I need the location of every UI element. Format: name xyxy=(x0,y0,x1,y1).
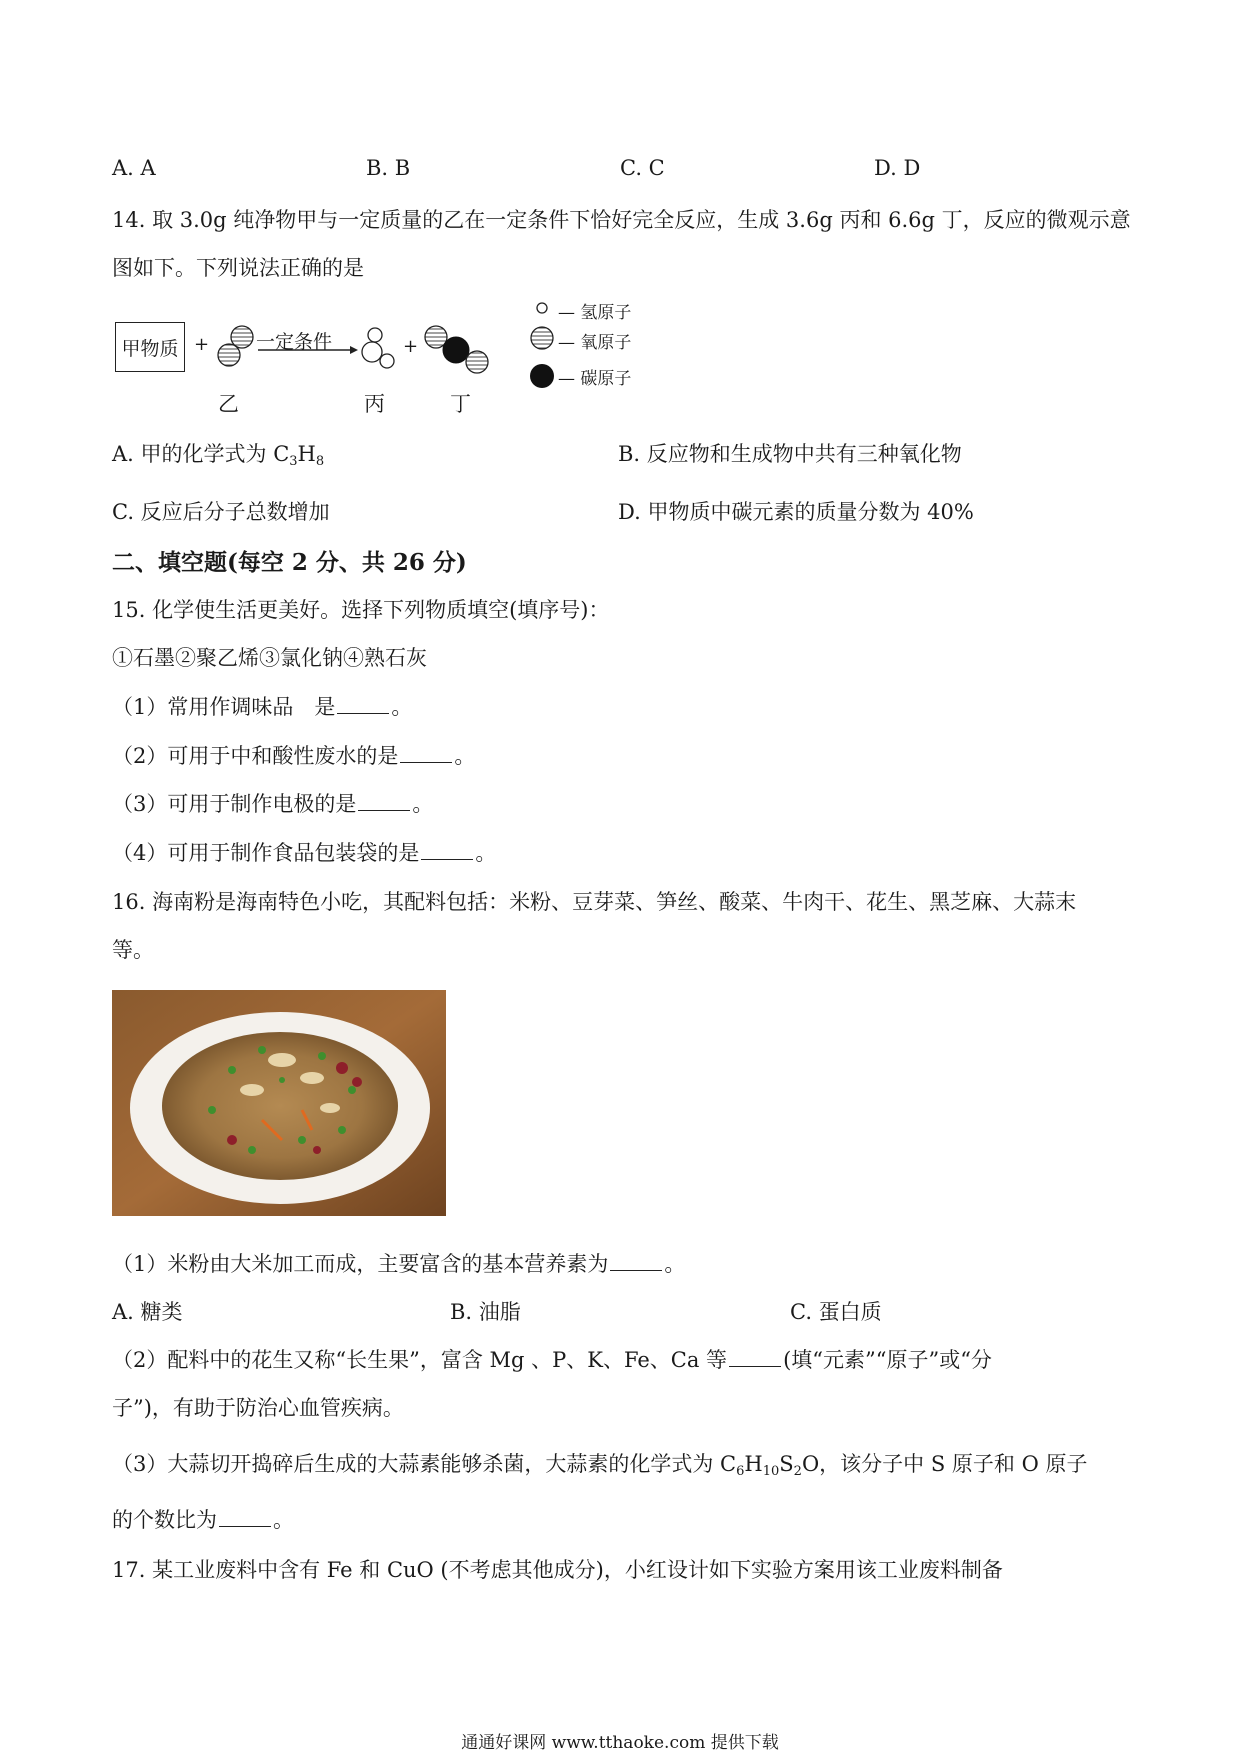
q14-stem-line1: 14. 取 3.0g 纯净物甲与一定质量的乙在一定条件下恰好完全反应，生成 3.6g 丙和 6.6g 丁，反应的微观示意 xyxy=(112,208,1131,232)
q15-stem: 15. 化学使生活更美好。选择下列物质填空(填序号)： xyxy=(112,598,610,622)
answer-blank[interactable] xyxy=(358,792,410,811)
water-molecule-bing xyxy=(362,328,394,368)
answer-blank[interactable] xyxy=(610,1252,662,1271)
q16-stem-line2: 等。 xyxy=(112,938,154,962)
q15-sub3: （3）可用于制作电极的是 。 xyxy=(112,792,434,816)
label-yi: 乙 xyxy=(218,392,239,416)
legend-carbon: — 碳原子 xyxy=(558,369,632,389)
answer-blank[interactable] xyxy=(219,1508,271,1527)
q15-sub4: （4）可用于制作食品包装袋的是 。 xyxy=(112,841,497,865)
reaction-condition: 一定条件 xyxy=(256,331,333,353)
q16-sub3-line1: （3）大蒜切开捣碎后生成的大蒜素能够杀菌，大蒜素的化学式为 $C_6H_{10}S_2O$，该分子中 S 原子和 O 原子 xyxy=(112,1452,1088,1479)
q13-option-a: A. A xyxy=(112,156,156,180)
page-footer: 通通好课网 www.tthaoke.com 提供下载 xyxy=(461,1733,779,1753)
q16-sub1: （1）米粉由大米加工而成，主要富含的基本营养素为 。 xyxy=(112,1252,686,1276)
q16-stem-line1: 16. 海南粉是海南特色小吃，其配料包括：米粉、豆芽菜、笋丝、酸菜、牛肉干、花生、黑芝麻、大蒜末 xyxy=(112,890,1077,914)
plus-sign-1: + xyxy=(194,334,210,355)
answer-blank[interactable] xyxy=(400,744,452,763)
legend-oxygen: — 氧原子 xyxy=(558,333,632,353)
q13-option-c: C. C xyxy=(620,156,665,180)
q16-option-c: C. 蛋白质 xyxy=(790,1300,882,1324)
q14-option-c: C. 反应后分子总数增加 xyxy=(112,500,330,524)
answer-blank[interactable] xyxy=(729,1348,781,1367)
q14-option-a: A. 甲的化学式为 $C_3H_8$ xyxy=(112,442,325,469)
q16-option-b: B. 油脂 xyxy=(450,1300,521,1324)
q15-items: ①石墨②聚乙烯③氯化钠④熟石灰 xyxy=(112,646,427,670)
oxygen-atom-icon xyxy=(531,327,553,349)
q16-sub2-line1: （2）配料中的花生又称“长生果”，富含 Mg 、P、K、Fe、Ca 等 (填“元素”“原子”或“分 xyxy=(112,1348,992,1372)
label-bing: 丙 xyxy=(364,392,385,416)
q16-sub2-line2: 子”)，有助于防治心血管疾病。 xyxy=(112,1396,404,1420)
q14-option-b: B. 反应物和生成物中共有三种氧化物 xyxy=(618,442,962,466)
q15-sub1: （1）常用作调味品 是 。 xyxy=(112,695,413,719)
q14-stem-line2: 图如下。下列说法正确的是 xyxy=(112,256,364,280)
q13-option-d: D. D xyxy=(874,156,921,180)
label-ding: 丁 xyxy=(450,392,471,416)
q14-option-d: D. 甲物质中碳元素的质量分数为 40% xyxy=(618,500,974,524)
hydrogen-atom-icon xyxy=(537,303,547,313)
oxygen-molecule-yi xyxy=(218,326,253,366)
co2-molecule-ding xyxy=(425,326,488,373)
hainan-noodles-photo xyxy=(112,990,446,1216)
q16-option-a: A. 糖类 xyxy=(112,1300,183,1324)
legend-atoms xyxy=(528,298,558,394)
legend-hydrogen: — 氢原子 xyxy=(558,303,632,323)
q13-option-b: B. B xyxy=(366,156,411,180)
carbon-atom-icon xyxy=(530,364,554,388)
section-title: 二、填空题(每空 2 分、共 26 分) xyxy=(112,549,467,576)
q16-sub3-line2: 的个数比为 。 xyxy=(112,1508,294,1532)
plus-sign-2: + xyxy=(403,336,419,357)
q15-sub2: （2）可用于中和酸性废水的是 。 xyxy=(112,744,476,768)
q13-options xyxy=(112,156,1152,186)
answer-blank[interactable] xyxy=(337,695,389,714)
q17-stem-line1: 17. 某工业废料中含有 Fe 和 CuO (不考虑其他成分)，小红设计如下实验方案用该工业废料制备 xyxy=(112,1558,1003,1582)
reactant-box-jia: 甲物质 xyxy=(115,322,185,372)
answer-blank[interactable] xyxy=(421,841,473,860)
reaction-molecules-diagram xyxy=(200,315,500,395)
